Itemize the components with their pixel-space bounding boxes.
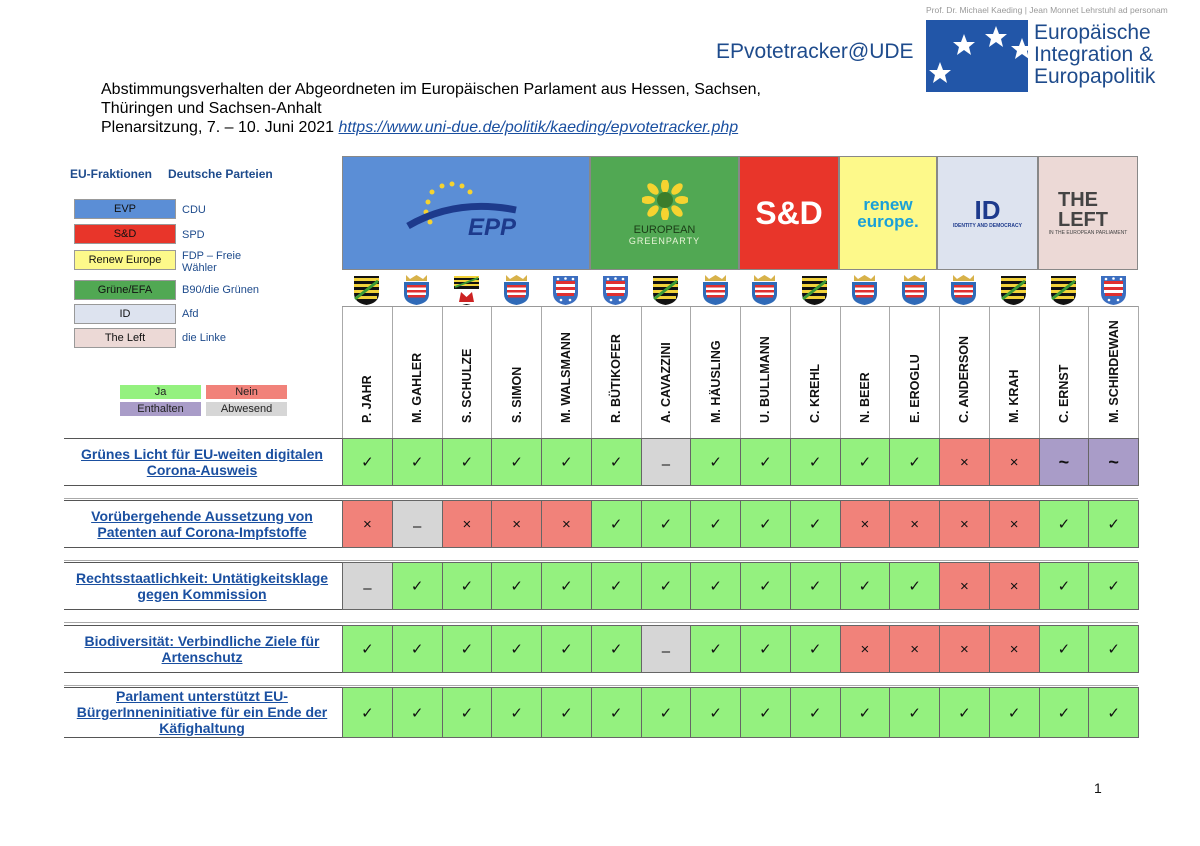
vote-cell-yes: ✓ [392, 625, 443, 673]
vote-cell-no: × [939, 500, 990, 548]
vote-cell-yes: ✓ [591, 562, 642, 610]
vote-cell-yes: ✓ [1088, 625, 1139, 673]
logo-line-1: Europäische [1034, 21, 1151, 44]
name-cell-border [1138, 306, 1139, 438]
vote-cell-yes: ✓ [790, 562, 841, 610]
mep-name: U. BULLMANN [758, 336, 773, 423]
mep-name-cell [840, 306, 890, 438]
vote-cell-yes: ✓ [491, 625, 542, 673]
logo-line-3: Europapolitik [1034, 65, 1156, 88]
vote-cell-no: × [541, 500, 592, 548]
key-yes: Ja [120, 385, 201, 399]
key-no: Nein [206, 385, 287, 399]
left-logo-subtext: IN THE EUROPEAN PARLIAMENT [1048, 230, 1128, 236]
vote-cell-yes: ✓ [740, 562, 791, 610]
vote-cell-no: × [889, 500, 940, 548]
mep-name-cell [442, 306, 492, 438]
mep-name: R. BÜTIKOFER [609, 334, 624, 423]
mep-name-cell [1039, 306, 1089, 438]
vote-cell-yes: ✓ [541, 687, 592, 738]
vote-cell-abstain: ~ [1039, 438, 1090, 486]
vote-cell-yes: ✓ [690, 687, 741, 738]
vote-cell-yes: ✓ [740, 500, 791, 548]
vote-cell-no: × [840, 625, 891, 673]
title-line-2: Thüringen und Sachsen-Anhalt [101, 100, 322, 117]
vote-cell-yes: ✓ [690, 625, 741, 673]
legend-party-3: B90/die Grünen [182, 284, 260, 296]
vote-cell-yes: ✓ [392, 687, 443, 738]
legend-group-3: Grüne/EFA [74, 280, 176, 300]
mep-name-cell [989, 306, 1039, 438]
sachsen-crest-icon [1000, 275, 1027, 306]
hessen-crest-icon [403, 275, 430, 306]
vote-cell-yes: ✓ [1039, 500, 1090, 548]
greens-logo-text: EUROPEAN [633, 224, 696, 236]
professor-line: Prof. Dr. Michael Kaeding | Jean Monnet Lehrstuhl ad personam [926, 5, 1168, 15]
vote-cell-no: × [939, 625, 990, 673]
vote-cell-yes: ✓ [591, 687, 642, 738]
group-id [937, 156, 1038, 270]
sachsen-crest-icon [1050, 275, 1077, 306]
left-logo-text: THE LEFT [1058, 189, 1108, 231]
vote-cell-yes: ✓ [342, 687, 393, 738]
vote-cell-no: × [442, 500, 493, 548]
hessen-crest-icon [950, 275, 977, 306]
vote-cell-yes: ✓ [392, 438, 443, 486]
group-sd [739, 156, 839, 270]
vote-cell-yes: ✓ [541, 562, 592, 610]
mep-name-cell [690, 306, 740, 438]
vote-cell-absent: – [641, 625, 692, 673]
mep-name-cell [641, 306, 691, 438]
legend-party-4: Afd [182, 308, 199, 320]
vote-cell-yes: ✓ [690, 500, 741, 548]
vote-cell-yes: ✓ [491, 562, 542, 610]
vote-cell-yes: ✓ [840, 562, 891, 610]
sunflower-icon [642, 180, 688, 220]
vote-cell-yes: ✓ [790, 438, 841, 486]
sachsen-anhalt-crest-icon [453, 275, 480, 306]
thueringen-crest-icon [1100, 275, 1127, 306]
sachsen-crest-icon [652, 275, 679, 306]
row-spacer-border [64, 622, 1138, 623]
group-epp [342, 156, 590, 270]
vote-cell-yes: ✓ [591, 438, 642, 486]
vote-cell-yes: ✓ [1088, 687, 1139, 738]
mep-name: M. HÄUSLING [708, 340, 723, 423]
vote-cell-yes: ✓ [740, 687, 791, 738]
mep-name-cell [342, 306, 392, 438]
vote-cell-absent: – [342, 562, 393, 610]
mep-name-cell [491, 306, 541, 438]
vote-cell-yes: ✓ [889, 562, 940, 610]
mep-name: P. JAHR [360, 375, 375, 423]
vote-cell-yes: ✓ [591, 500, 642, 548]
vote-cell-no: × [342, 500, 393, 548]
key-abstain: Enthalten [120, 402, 201, 416]
vote-cell-no: × [491, 500, 542, 548]
tracker-name: EPvotetracker@UDE [716, 40, 914, 63]
row-spacer-border [64, 560, 1138, 561]
vote-cell-yes: ✓ [740, 438, 791, 486]
hessen-crest-icon [503, 275, 530, 306]
vote-title-link[interactable]: Grünes Licht für EU-weiten digitalen Corona-Ausweis [81, 445, 323, 478]
thueringen-crest-icon [552, 275, 579, 306]
legend-groups-title: EU-Fraktionen [70, 167, 153, 181]
page-title [101, 80, 861, 137]
mep-name: M. GAHLER [410, 352, 425, 423]
legend-party-5: die Linke [182, 332, 227, 344]
mep-name-cell [889, 306, 939, 438]
vote-cell-yes: ✓ [342, 625, 393, 673]
eu-flag-logo [926, 20, 1028, 92]
vote-title-link[interactable]: Rechtsstaatlichkeit: Untätigkeitsklage gegen Kommission [75, 569, 329, 602]
title-line-1: Abstimmungsverhalten der Abgeordneten im Europäischen Parlament aus Hessen, Sachsen, [101, 81, 761, 98]
group-renew [839, 156, 937, 270]
mep-name: C. ERNST [1056, 364, 1071, 423]
vote-cell-yes: ✓ [641, 562, 692, 610]
mep-name: C. ANDERSON [957, 335, 972, 423]
sachsen-crest-icon [801, 275, 828, 306]
row-spacer-border [64, 685, 1138, 686]
vote-cell-yes: ✓ [342, 438, 393, 486]
name-row-divider [342, 306, 1138, 307]
mep-name: S. SCHULZE [459, 348, 474, 423]
sd-logo-text: S&D [755, 194, 823, 231]
page-number: 1 [1094, 780, 1102, 796]
vote-cell-yes: ✓ [790, 625, 841, 673]
vote-cell-yes: ✓ [840, 438, 891, 486]
vote-cell-yes: ✓ [641, 500, 692, 548]
session-date: Plenarsitzung, 7. – 10. Juni 2021 [101, 119, 335, 136]
legend-party-0: CDU [182, 204, 206, 216]
vote-cell-yes: ✓ [840, 687, 891, 738]
renew-logo-text: renew [863, 195, 913, 214]
legend-group-4: ID [74, 304, 176, 324]
hessen-crest-icon [851, 275, 878, 306]
mep-name-cell [392, 306, 442, 438]
hessen-crest-icon [901, 275, 928, 306]
legend-group-0: EVP [74, 199, 176, 219]
vote-cell-yes: ✓ [1088, 562, 1139, 610]
vote-cell-yes: ✓ [889, 438, 940, 486]
vote-title-link[interactable]: Vorübergehende Aussetzung von Patenten auf Corona-Impfstoffe [91, 507, 313, 540]
legend-parties-title: Deutsche Parteien [168, 167, 273, 181]
hessen-crest-icon [751, 275, 778, 306]
renew-logo-subtext: europe. [857, 212, 919, 231]
vote-cell-yes: ✓ [790, 687, 841, 738]
key-absent: Abwesend [206, 402, 287, 416]
vote-title-link[interactable]: Parlament unterstützt EU-BürgerInneninitiative für ein Ende der Käfighaltung [76, 688, 328, 736]
vote-cell-yes: ✓ [690, 562, 741, 610]
vote-cell-yes: ✓ [740, 625, 791, 673]
vote-cell-absent: – [392, 500, 443, 548]
mep-name: C. KREHL [808, 363, 823, 423]
mep-name-cell [790, 306, 840, 438]
vote-cell-no: × [989, 625, 1040, 673]
vote-cell-yes: ✓ [442, 562, 493, 610]
mep-name-cell [1088, 306, 1138, 438]
vote-cell-yes: ✓ [690, 438, 741, 486]
legend-party-2: FDP – Freie Wähler [182, 250, 242, 274]
hessen-crest-icon [702, 275, 729, 306]
vote-cell-yes: ✓ [1039, 687, 1090, 738]
logo-line-2: Integration & [1034, 43, 1154, 66]
vote-cell-yes: ✓ [889, 687, 940, 738]
mep-name-cell [591, 306, 641, 438]
mep-name: M. SCHIRDEWAN [1106, 320, 1121, 423]
vote-cell-yes: ✓ [1088, 500, 1139, 548]
id-logo-text: ID [974, 195, 1001, 225]
vote-cell-yes: ✓ [989, 687, 1040, 738]
mep-name-cell [541, 306, 591, 438]
vote-cell-yes: ✓ [442, 625, 493, 673]
vote-cell-yes: ✓ [541, 438, 592, 486]
mep-name: E. EROGLU [907, 354, 922, 423]
row-spacer-border [64, 498, 1138, 499]
vote-cell-yes: ✓ [1039, 562, 1090, 610]
vote-cell-absent: – [641, 438, 692, 486]
mep-name-cell [939, 306, 989, 438]
legend-group-5: The Left [74, 328, 176, 348]
legend-group-1: S&D [74, 224, 176, 244]
mep-name: M. WALSMANN [559, 332, 574, 423]
vote-cell-yes: ✓ [790, 500, 841, 548]
mep-name: S. SIMON [509, 366, 524, 423]
vote-cell-yes: ✓ [442, 687, 493, 738]
thueringen-crest-icon [602, 275, 629, 306]
id-logo-subtext: IDENTITY AND DEMOCRACY [953, 223, 1022, 229]
vote-cell-yes: ✓ [442, 438, 493, 486]
mep-name: N. BEER [857, 372, 872, 423]
vote-cell-yes: ✓ [591, 625, 642, 673]
vote-cell-yes: ✓ [1039, 625, 1090, 673]
vote-title-link[interactable]: Biodiversität: Verbindliche Ziele für Artenschutz [84, 632, 320, 665]
vote-cell-abstain: ~ [1088, 438, 1139, 486]
mep-name: A. CAVAZZINI [658, 342, 673, 423]
mep-name-cell [740, 306, 790, 438]
vote-cell-no: × [939, 438, 990, 486]
legend-party-1: SPD [182, 229, 205, 241]
mep-name: M. KRAH [1007, 369, 1022, 423]
group-greens [590, 156, 739, 270]
legend-group-2: Renew Europe [74, 250, 176, 270]
vote-cell-no: × [989, 438, 1040, 486]
epp-logo-text: EPP [468, 214, 517, 241]
epvotetracker-link[interactable]: https://www.uni-due.de/politik/kaeding/epvotetracker.php [338, 119, 739, 136]
vote-cell-yes: ✓ [939, 687, 990, 738]
vote-cell-yes: ✓ [392, 562, 443, 610]
vote-cell-no: × [939, 562, 990, 610]
sachsen-crest-icon [353, 275, 380, 306]
group-left [1038, 156, 1138, 270]
vote-cell-yes: ✓ [491, 687, 542, 738]
vote-cell-no: × [840, 500, 891, 548]
chair-logo-text [1034, 22, 1155, 88]
vote-cell-no: × [989, 500, 1040, 548]
vote-cell-yes: ✓ [491, 438, 542, 486]
vote-cell-yes: ✓ [641, 687, 692, 738]
vote-cell-no: × [989, 562, 1040, 610]
greens-logo-subtext: GREENPARTY [628, 236, 701, 246]
vote-cell-yes: ✓ [541, 625, 592, 673]
vote-cell-no: × [889, 625, 940, 673]
